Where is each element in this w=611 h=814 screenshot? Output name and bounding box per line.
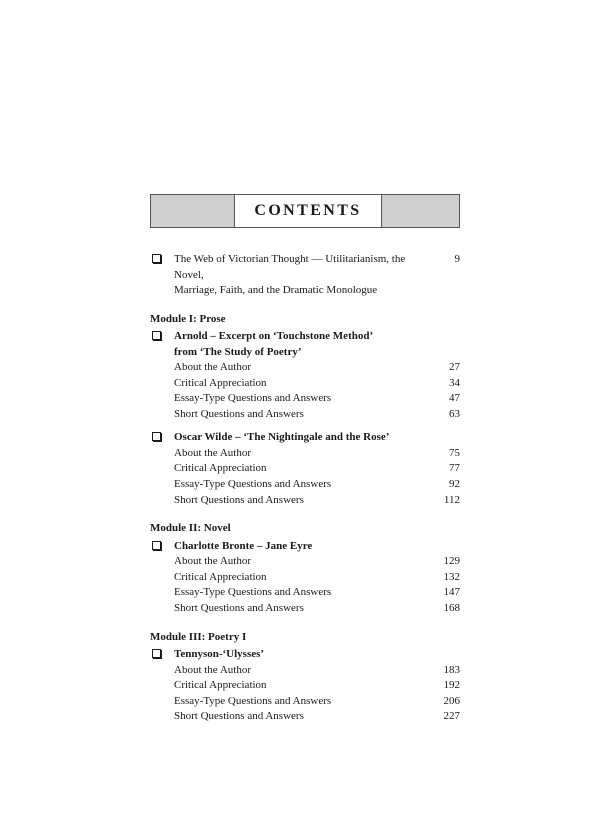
toc-entry[interactable] [150,554,460,570]
module-title: Module I: Prose [150,312,226,325]
toc-intro-line1: The Web of Victorian Thought — Utilitarianism, the Novel, [174,253,406,281]
toc-entry-label: Short Questions and Answers [174,407,304,420]
page-number: 9 [454,253,460,265]
toc-intro-line2: Marriage, Faith, and the Dramatic Monologue [174,284,378,296]
toc-heading-line: from ‘The Study of Poetry’ [174,345,302,358]
toc-heading-line: Oscar Wilde – ‘The Nightingale and the Rose’ [174,431,390,444]
page-number: 132 [443,570,460,583]
page-number: 129 [443,555,460,568]
toc-entry[interactable] [150,360,460,376]
toc-entry[interactable] [150,663,460,679]
toc-group [150,647,460,725]
toc-entry[interactable] [150,493,460,509]
toc-entry[interactable] [150,461,460,477]
checkbox-icon [150,539,162,550]
toc-entry-label: Critical Appreciation [174,570,267,583]
page-number: 75 [449,446,460,459]
toc-group [150,539,460,617]
toc-heading-line: Arnold – Excerpt on ‘Touchstone Method’ [174,330,374,342]
checkbox-icon [150,252,162,263]
toc-group-heading[interactable] [150,430,460,446]
toc-entry[interactable] [150,391,460,407]
toc-entry[interactable] [150,585,460,601]
page-number: 168 [443,602,460,615]
page-number: 183 [443,663,460,676]
checkbox-icon [150,430,162,441]
toc-entry[interactable] [150,678,460,694]
toc-entry-label: Essay-Type Questions and Answers [174,392,332,405]
module-title: Module II: Novel [150,522,231,535]
toc-entry[interactable] [150,694,460,710]
toc-entry-label: Critical Appreciation [174,679,267,692]
page-number: 206 [443,694,460,707]
page-number: 192 [443,679,460,692]
toc-entry-label: About the Author [174,555,251,568]
toc-entry-label: About the Author [174,361,251,373]
toc-entry[interactable] [150,709,460,725]
toc-entry-label: Critical Appreciation [174,376,267,389]
toc-entry-label: Essay-Type Questions and Answers [174,694,332,707]
page-number: 227 [443,710,460,723]
toc-entry[interactable] [150,601,460,617]
toc-intro-entry[interactable] [150,252,460,299]
toc-entry-label: About the Author [174,663,251,676]
toc-entry[interactable] [150,570,460,586]
toc-entry-label: Essay-Type Questions and Answers [174,586,332,599]
page-number: 92 [449,478,460,491]
page-number: 47 [449,392,460,405]
page-number: 112 [443,493,460,506]
toc-group [150,329,460,422]
page-number: 147 [443,586,460,599]
contents-title-box [234,194,382,228]
contents-header [150,194,460,228]
toc-entry-label: Critical Appreciation [174,462,267,475]
table-of-contents [150,252,460,725]
module-list [150,312,460,726]
toc-entry-label: Essay-Type Questions and Answers [174,478,332,491]
checkbox-icon [150,647,162,658]
page-number: 27 [449,361,460,373]
page-number: 34 [449,376,460,389]
toc-heading-line: Charlotte Bronte – Jane Eyre [174,539,313,552]
page-number: 77 [449,462,460,475]
module-title: Module III: Poetry I [150,630,247,643]
toc-entry[interactable] [150,407,460,423]
toc-group-heading[interactable] [150,539,460,555]
toc-entry-label: Short Questions and Answers [174,710,304,723]
page-number: 63 [449,407,460,420]
toc-entry-label: Short Questions and Answers [174,602,304,615]
contents-title: CONTENTS [254,202,362,219]
toc-heading-line: Tennyson-‘Ulysses’ [174,648,265,661]
toc-entry-label: Short Questions and Answers [174,493,304,506]
toc-entry[interactable] [150,446,460,462]
toc-entry[interactable] [150,376,460,392]
toc-group-heading[interactable] [150,329,460,360]
checkbox-icon [150,329,162,340]
toc-entry[interactable] [150,477,460,493]
toc-entry-label: About the Author [174,446,251,459]
toc-group [150,430,460,508]
toc-group-heading[interactable] [150,647,460,663]
